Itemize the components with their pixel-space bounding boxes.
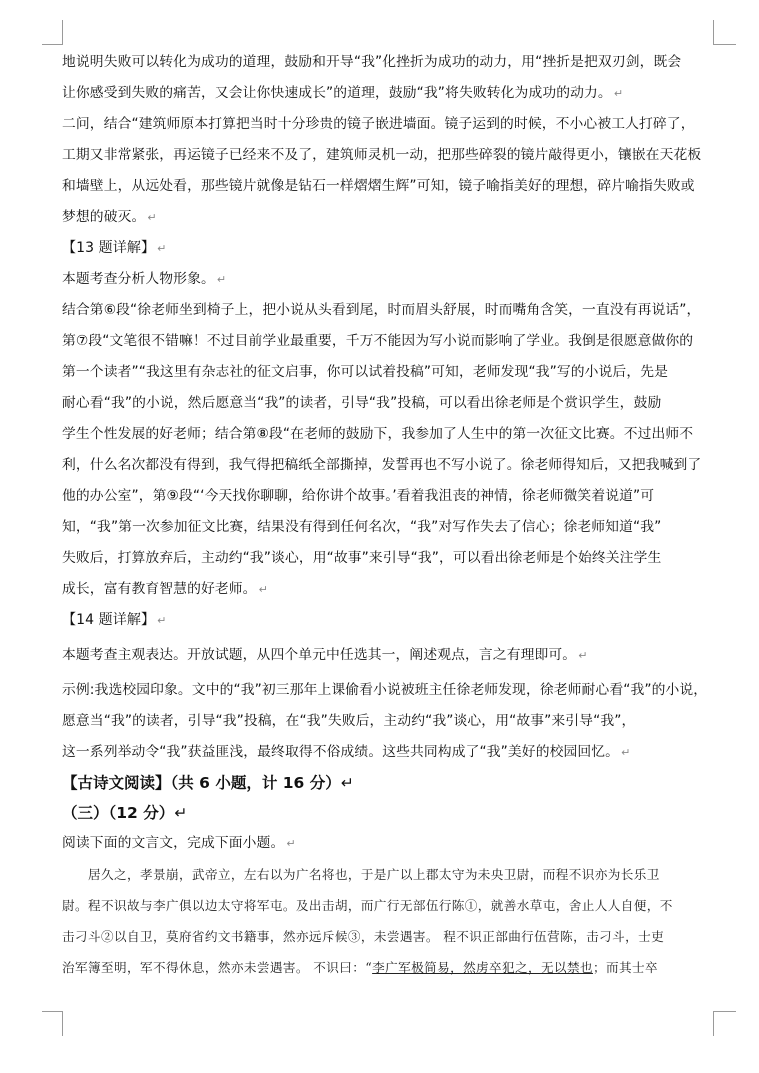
question-13-heading: 【13 题详解】 ↵ bbox=[62, 240, 167, 256]
corner-mark-bottom-left bbox=[42, 1011, 63, 1036]
text-line: 地说明失败可以转化为成功的道理，鼓励和开导“我”化挫折为成功的动力，用“挫折是把双刃剑，既会 bbox=[62, 54, 682, 70]
question-14-heading: 【14 题详解】 ↵ bbox=[62, 612, 167, 628]
corner-mark-top-left bbox=[42, 20, 63, 45]
text-line: 耐心看“我”的小说，然后愿意当“我”的读者，引导“我”投稿，可以看出徐老师是个赏识学生，鼓励 bbox=[62, 395, 662, 411]
paragraph-mark-icon: ↵ bbox=[174, 804, 188, 822]
document-body bbox=[62, 47, 714, 983]
text-line: 成长，富有教育智慧的好老师。 ↵ bbox=[62, 581, 268, 597]
paragraph-mark-icon: ↵ bbox=[286, 837, 296, 850]
text-line: 梦想的破灭。 ↵ bbox=[62, 209, 157, 225]
passage-line: 居久之，孝景崩，武帝立，左右以为广名将也，于是广以上郡太守为未央卫尉，而程不识亦为长乐卫 bbox=[88, 867, 660, 882]
underlined-sentence: 李广军极简易，然虏卒犯之，无以禁也 bbox=[372, 960, 594, 975]
text-line: 愿意当“我”的读者，引导“我”投稿，在“我”失败后，主动约“我”谈心，用“故事”来引导“我”， bbox=[62, 713, 636, 729]
paragraph-mark-icon: ↵ bbox=[157, 614, 167, 627]
paragraph-mark-icon: ↵ bbox=[613, 87, 624, 100]
paragraph-failure-lesson bbox=[62, 47, 714, 109]
text-line: 知，“我”第一次参加征文比赛，结果没有得到任何名次，“我”对写作失去了信心；徐老师知道“我” bbox=[62, 519, 662, 535]
passage-line: 击刁斗②以自卫，莫府省约文书籍事，然亦远斥候③，未尝遇害。 程不识正部曲行伍营陈，击刁斗，士吏 bbox=[62, 929, 665, 944]
text-line: 这一系列举动令“我”获益匪浅，最终取得不俗成绩。这些共同构成了“我”美好的校园回忆。 ↵ bbox=[62, 744, 631, 760]
corner-mark-top-right bbox=[713, 20, 736, 45]
question-14-example bbox=[62, 675, 714, 768]
question-14-intro: 本题考查主观表达。开放试题，从四个单元中任选其一，阐述观点，言之有理即可。 ↵ bbox=[62, 647, 588, 663]
paragraph-mark-icon: ↵ bbox=[621, 746, 631, 759]
question-13-intro: 本题考查分析人物形象。 ↵ bbox=[62, 271, 227, 287]
text-line: 学生个性发展的好老师；结合第⑧段“在老师的鼓励下，我参加了人生中的第一次征文比赛。不过出师不 bbox=[62, 426, 694, 442]
paragraph-mirror-metaphor bbox=[62, 109, 714, 233]
text-line: 示例:我选校园印象。文中的“我”初三那年上课偷看小说被班主任徐老师发现，徐老师耐心看“我”的小说， bbox=[62, 682, 708, 698]
text-line: 让你感受到失败的痛苦，又会让你快速成长”的道理，鼓励“我”将失败转化为成功的动力。 ↵ bbox=[62, 85, 624, 101]
paragraph-mark-icon: ↵ bbox=[147, 211, 157, 224]
passage-line: 治军簿至明，军不得休息，然亦未尝遇害。 不识曰：“李广军极简易，然虏卒犯之，无以禁也；而其士卒 bbox=[62, 960, 658, 975]
classical-chinese-passage bbox=[62, 859, 714, 983]
paragraph-mark-icon: ↵ bbox=[578, 649, 588, 662]
paragraph-mark-icon: ↵ bbox=[258, 583, 268, 596]
paragraph-mark-icon: ↵ bbox=[340, 774, 354, 792]
paragraph-mark-icon: ↵ bbox=[216, 273, 227, 286]
text-line: 失败后，打算放弃后，主动约“我”谈心，用“故事”来引导“我”，可以看出徐老师是个始终关注学生 bbox=[62, 550, 662, 566]
text-line: 利，什么名次都没有得到，我气得把稿纸全部撕掉，发誓再也不写小说了。徐老师得知后，又把我喊到了 bbox=[62, 457, 702, 473]
text-line: 二问，结合“建筑师原本打算把当时十分珍贵的镜子嵌进墙面。镜子运到的时候，不小心被工人打碎了， bbox=[62, 116, 695, 132]
corner-mark-bottom-right bbox=[713, 1011, 736, 1036]
question-13-analysis bbox=[62, 295, 714, 605]
text-line: 结合第⑥段“徐老师坐到椅子上，把小说从头看到尾，时而眉头舒展，时而嘴角含笑，一直没有再说话”， bbox=[62, 302, 701, 318]
paragraph-mark-icon: ↵ bbox=[157, 242, 167, 255]
text-line: 第一个读者”“我这里有杂志社的征文启事，你可以试着投稿”可知，老师发现“我”写的小说后，先是 bbox=[62, 364, 669, 380]
text-line: 第⑦段“文笔很不错嘛！不过目前学业最重要，千万不能因为写小说而影响了学业。我倒是很愿意做你的 bbox=[62, 333, 694, 349]
text-line: 和墙壁上，从远处看，那些镜片就像是钻石一样熠熠生辉”可知，镜子喻指美好的理想，碎片喻指失败或 bbox=[62, 178, 695, 194]
reading-instruction: 阅读下面的文言文，完成下面小题。 ↵ bbox=[62, 835, 296, 851]
subsection-title: （三）（12 分）↵ bbox=[62, 804, 188, 822]
text-line: 他的办公室”，第⑨段“‘今天找你聊聊，给你讲个故事。’看着我沮丧的神情，徐老师微笑着说道”可 bbox=[62, 488, 655, 504]
text-line: 工期又非常紧张，再运镜子已经来不及了，建筑师灵机一动，把那些碎裂的镜片敲得更小，镶嵌在天花板 bbox=[62, 147, 702, 163]
section-title: 【古诗文阅读】（共 6 小题，计 16 分）↵ bbox=[62, 774, 354, 792]
passage-line: 尉。程不识故与李广俱以边太守将军屯。及出击胡，而广行无部伍行陈①，就善水草屯，舍止人人自便，不 bbox=[62, 898, 673, 913]
